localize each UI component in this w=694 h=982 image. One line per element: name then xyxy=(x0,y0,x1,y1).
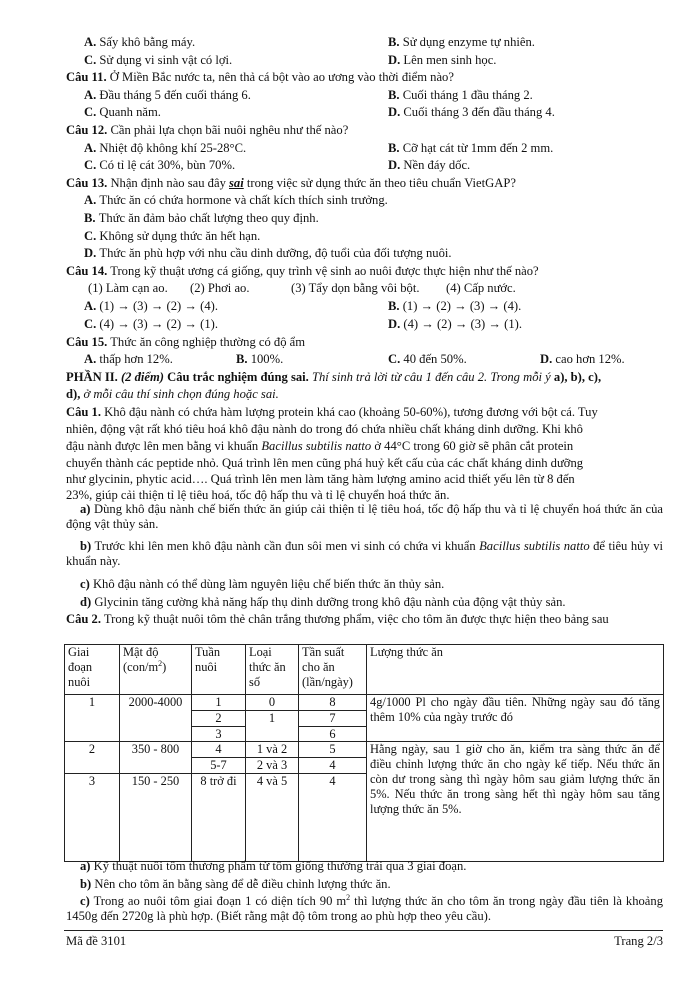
question-14: Câu 14. Trong kỹ thuật ương cá giống, quy trình vệ sinh ao nuôi được thực hiện như thế nào? xyxy=(66,264,539,278)
q13-option-a: A. Thức ăn có chứa hormone và chất kích thích sinh trưởng. xyxy=(84,193,388,207)
part2-heading: PHẦN II. (2 điểm) Câu trắc nghiệm đúng sai. Thí sinh trả lời từ câu 1 đến câu 2. Trong mỗi ý a), b), c), xyxy=(66,370,602,384)
q12-option-d: D. Nền đáy dốc. xyxy=(388,158,471,172)
p2q1-line-1: Câu 1. Khô đậu nành có chứa hàm lượng protein khá cao (khoảng 50-60%), tương đương với bột cá. Tuy xyxy=(66,405,598,419)
q12-option-a: A. Nhiệt độ không khí 25-28°C. xyxy=(84,141,247,155)
p2q1-line-2: nhiên, động vật rất khó tiêu hoá khô đậu nành do trong đó chứa nhiều chất kháng dinh dưỡng. Khi khô xyxy=(66,422,583,436)
table-row xyxy=(65,695,664,711)
q14-option-d: D. (4) → (2) → (3) → (1). xyxy=(388,317,522,331)
q14-step-2: (2) Phơi ao. xyxy=(190,281,250,295)
p2q1-statement-b: b) Trước khi lên men khô đậu nành cần đun sôi men vi sinh có chứa vi khuẩn Bacillus subtilis natto để tiêu hủy vi khuẩn này. xyxy=(66,539,663,569)
p2q1-line-3: đậu nành được lên men bằng vi khuẩn Bacillus subtilis natto ở 44°C trong 60 giờ sẽ phân cắt protein xyxy=(66,439,574,453)
frequency-cell: 4 xyxy=(299,758,367,774)
page-number: Trang 2/3 xyxy=(614,934,663,948)
q13-option-d: D. Thức ăn phù hợp với nhu cầu dinh dưỡng, độ tuổi của đối tượng nuôi. xyxy=(84,246,452,260)
feed-type-cell: 0 xyxy=(246,695,299,711)
p2q2-statement-a: a) Kỹ thuật nuôi tôm thương phẩm từ tôm giống thường trải qua 3 giai đoạn. xyxy=(80,859,467,873)
header-stage: Giai đoạn nuôi xyxy=(65,645,120,695)
option-d-top: D. Lên men sinh học. xyxy=(388,53,497,67)
stage-cell: 3 xyxy=(65,773,120,861)
q13-option-b: B. Thức ăn đảm bảo chất lượng theo quy định. xyxy=(84,211,319,225)
q14-option-a: A. (1) → (3) → (2) → (4). xyxy=(84,299,218,313)
p2q2-statement-c: c) Trong ao nuôi tôm giai đoạn 1 có diện tích 90 $m^2$ thì lượng thức ăn cho tôm ăn trong ngày đầu tiên là khoảng 1450g đến 2720g là phù hợp. (Biết rằng mật độ tôm trong ao phù hợp theo yêu cầu). xyxy=(66,892,663,924)
p2q2-intro: Câu 2. Trong kỹ thuật nuôi tôm thẻ chân trắng thương phẩm, việc cho tôm ăn được thực hiện theo bảng sau xyxy=(66,612,609,626)
option-b-top: B. Sử dụng enzyme tự nhiên. xyxy=(388,35,535,49)
question-15: Câu 15. Thức ăn công nghiệp thường có độ ẩm xyxy=(66,335,306,349)
stage-cell: 2 xyxy=(65,742,120,774)
p2q1-line-6: 23%, giúp cải thiện tỉ lệ tiêu hoá, tốc độ hấp thu và tỉ lệ chuyển hoá thức ăn. xyxy=(66,488,450,502)
option-c-top: C. Sử dụng vi sinh vật có lợi. xyxy=(84,53,233,67)
density-cell: 2000-4000 xyxy=(120,695,192,742)
frequency-cell: 8 xyxy=(299,695,367,711)
feed-type-cell: 4 và 5 xyxy=(246,773,299,861)
q14-step-1: (1) Làm cạn ao. xyxy=(88,281,168,295)
q11-option-c: C. Quanh năm. xyxy=(84,105,161,119)
header-density: Mật độ $(con/m^2)$ xyxy=(120,645,192,695)
exam-code: Mã đề 3101 xyxy=(66,934,127,948)
question-12: Câu 12. Cần phải lựa chọn bãi nuôi nghêu như thế nào? xyxy=(66,123,349,137)
feeding-table xyxy=(64,644,664,862)
question-13: Câu 13. Nhận định nào sau đây sai trong việc sử dụng thức ăn theo tiêu chuẩn VietGAP? xyxy=(66,176,516,190)
week-cell: 1 xyxy=(192,695,246,711)
p2q2-statement-b: b) Nên cho tôm ăn bằng sàng để dễ điều chỉnh lượng thức ăn. xyxy=(80,877,391,891)
q15-option-c: C. 40 đến 50%. xyxy=(388,352,467,366)
p2q1-line-5: như glycinin, phytic acid…. Quá trình lên men làm tăng hàm lượng amino acid thiết yếu lên từ 8 đến xyxy=(66,472,575,486)
option-a-top: A. Sấy khô bằng máy. xyxy=(84,35,196,49)
q12-option-c: C. Có tỉ lệ cát 30%, bùn 70%. xyxy=(84,158,236,172)
density-cell: 350 - 800 xyxy=(120,742,192,774)
stage-cell: 1 xyxy=(65,695,120,742)
density-cell: 150 - 250 xyxy=(120,773,192,861)
q11-option-b: B. Cuối tháng 1 đầu tháng 2. xyxy=(388,88,533,102)
q13-option-c: C. Không sử dụng thức ăn hết hạn. xyxy=(84,229,261,243)
week-cell: 3 xyxy=(192,726,246,742)
week-cell: 5-7 xyxy=(192,758,246,774)
p2q1-statement-d: d) Glycinin tăng cường khả năng hấp thụ dinh dưỡng trong khô đậu nành của động vật thủy sản. xyxy=(80,595,566,609)
q15-option-d: D. cao hơn 12%. xyxy=(540,352,625,366)
amount-cell: Hằng ngày, sau 1 giờ cho ăn, kiểm tra sàng thức ăn để điều chỉnh lượng thức ăn cho ngày kế tiếp. Nếu thức ăn còn dư trong sàng thì ngày hôm sau giảm lượng thức ăn 5%. Nếu thức ăn trong sàng hết thì ngày hôm sau tăng lượng thức ăn 5%. xyxy=(367,742,664,862)
q14-step-3: (3) Tẩy dọn bằng vôi bột. xyxy=(291,281,420,295)
footer-divider xyxy=(64,930,663,931)
part2-instruction: d), ở mỗi câu thí sinh chọn đúng hoặc sai. xyxy=(66,387,279,401)
p2q1-line-4: chuyển thành các peptide nhỏ. Quá trình lên men cũng phá huỷ kết cấu của các chất kháng dinh dưỡng xyxy=(66,456,584,470)
p2q1-statement-a: a) Dùng khô đậu nành chế biến thức ăn giúp cải thiện tỉ lệ tiêu hoá, tốc độ hấp thu và tỉ lệ chuyển hoá thức ăn của động vật thủy sản. xyxy=(66,502,663,532)
header-week: Tuần nuôi xyxy=(192,645,246,695)
header-amount: Lượng thức ăn xyxy=(367,645,664,695)
frequency-cell: 4 xyxy=(299,773,367,861)
table-header-row xyxy=(65,645,664,695)
q14-option-c: C. (4) → (3) → (2) → (1). xyxy=(84,317,218,331)
q14-step-4: (4) Cấp nước. xyxy=(446,281,516,295)
frequency-cell: 5 xyxy=(299,742,367,758)
q11-option-d: D. Cuối tháng 3 đến đầu tháng 4. xyxy=(388,105,555,119)
q11-option-a: A. Đầu tháng 5 đến cuối tháng 6. xyxy=(84,88,251,102)
amount-cell: 4g/1000 Pl cho ngày đầu tiên. Những ngày sau đó tăng thêm 10% của ngày trước đó xyxy=(367,695,664,742)
q15-option-b: B. 100%. xyxy=(236,352,284,366)
q12-option-b: B. Cỡ hạt cát từ 1mm đến 2 mm. xyxy=(388,141,554,155)
frequency-cell: 7 xyxy=(299,710,367,726)
q14-option-b: B. (1) → (2) → (3) → (4). xyxy=(388,299,522,313)
table-row xyxy=(65,742,664,758)
week-cell: 8 trở đi xyxy=(192,773,246,861)
header-frequency: Tần suất cho ăn (lần/ngày) xyxy=(299,645,367,695)
frequency-cell: 6 xyxy=(299,726,367,742)
feed-type-cell: 1 xyxy=(246,710,299,742)
p2q1-statement-c: c) Khô đậu nành có thể dùng làm nguyên liệu chế biến thức ăn thủy sản. xyxy=(80,577,445,591)
feed-type-cell: 1 và 2 xyxy=(246,742,299,758)
feed-type-cell: 2 và 3 xyxy=(246,758,299,774)
week-cell: 2 xyxy=(192,710,246,726)
header-feed-type: Loại thức ăn số xyxy=(246,645,299,695)
question-11: Câu 11. Ở Miền Bắc nước ta, nên thả cá bột vào ao ương vào thời điểm nào? xyxy=(66,70,454,84)
week-cell: 4 xyxy=(192,742,246,758)
q15-option-a: A. thấp hơn 12%. xyxy=(84,352,173,366)
